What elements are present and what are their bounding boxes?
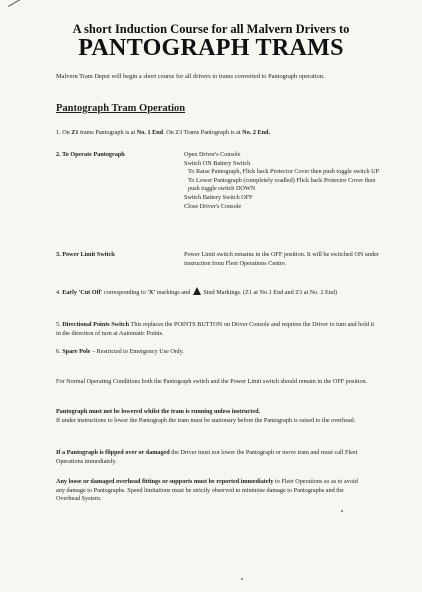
flipped-text: the Driver must not lower the Pantograph or move tram and must call Fleet Operations immediately. <box>56 449 358 465</box>
item-3-body: Power Limit switch remains in the OFF position. It will be switched ON under instruction from Fleet Operations Centre. <box>184 251 379 267</box>
item-3-heading: 3. Power Limit Switch <box>56 251 115 258</box>
lowering-warning: Pantograph must not be lowered whilst the tram is running unless instructed. <box>56 408 261 415</box>
overhead-warning: Any loose or damaged overhead fittings or supports must be reported immediately <box>56 478 274 485</box>
item-5-prefix: 5. <box>56 321 63 328</box>
course-subtitle: A short Induction Course for all Malvern Drivers to <box>72 22 350 36</box>
step: Open Driver's Console <box>184 151 241 158</box>
item-1-z1: Z1 <box>71 129 79 136</box>
item-6-text: – Restricted to Emergency Use Only. <box>90 348 184 355</box>
item-4-label: Early 'Cut Off' <box>62 289 103 296</box>
item-2-steps <box>184 151 384 211</box>
item-6-spare-pole <box>56 348 376 357</box>
item-1-text-1: trams Pantograph is at <box>78 129 137 136</box>
item-5-text: This replaces the POINTS BUTTON on Driver Console and requires the Driver to turn and hold it in the direction of turn at Automatic Points. <box>56 321 375 337</box>
item-5-label: Directional Points Switch <box>62 321 130 328</box>
overhead-fittings-paragraph <box>56 478 368 504</box>
normal-operating-paragraph: For Normal Operating Conditions both the Pantograph switch and the Power Limit switch should remain in the OFF position. <box>56 378 368 385</box>
item-1-end-1: No. 1 End <box>136 129 164 136</box>
step: Close Driver's Console <box>184 202 242 210</box>
item-4-prefix: 4. <box>56 289 63 296</box>
lowering-paragraph <box>56 408 368 425</box>
step: Switch ON Battery Switch <box>184 159 251 167</box>
item-6-label: Spare Pole <box>62 348 91 355</box>
item-2-heading: 2. To Operate Pantograph <box>56 151 125 158</box>
scan-speck <box>241 578 243 580</box>
step: To Lower Pantograph (completely cradled) Flick back Protector Cover then push toggle switch DOWN <box>188 176 376 193</box>
item-1-end-2: No. 2 End. <box>242 129 271 136</box>
item-4-text-2: markings and <box>155 289 192 296</box>
item-4-early-cut-off <box>56 287 376 298</box>
lowering-text: If under instructions to lower the Pantograph the tram must be stationary before the Pantograph is raised to the overhead. <box>56 416 356 424</box>
step: Switch Battery Switch OFF <box>184 193 253 201</box>
item-1-text-2: . On Z3 Trams Pantograph is at <box>163 129 243 136</box>
pen-mark <box>8 0 39 21</box>
item-4-text-1: corresponding to <box>102 289 148 296</box>
flipped-paragraph <box>56 449 368 466</box>
overhead-text: to Fleet Operations so as to avoid any damage to Pantographs. Speed limitations must be strictly observed to minimise damage to Pantographs and the Overhead System. <box>56 478 358 503</box>
flipped-warning: If a Pantograph is flipped over or damaged <box>56 449 170 456</box>
section-heading: Pantograph Tram Operation <box>56 103 186 114</box>
item-1-prefix: 1. On <box>56 129 72 136</box>
item-1-pantograph-location <box>56 129 376 138</box>
triangle-stud-icon <box>193 287 201 295</box>
step: To Raise Pantograph, Flick back Protector Cover then push toggle switch UP <box>188 168 380 176</box>
item-6-prefix: 6. <box>56 348 63 355</box>
scan-speck <box>341 510 343 512</box>
intro-paragraph: Malvern Tram Depot will begin a short course for all drivers to trams converted to Pantograph operation. <box>56 73 325 80</box>
item-4-text-3: Stud Markings. (Z1 at No.1 End and Z3 at No. 2 End) <box>201 289 338 296</box>
item-4-x-marking: 'X' <box>147 289 156 296</box>
page-title: PANTOGRAPH TRAMS <box>78 35 344 61</box>
item-5-directional-points <box>56 321 376 338</box>
